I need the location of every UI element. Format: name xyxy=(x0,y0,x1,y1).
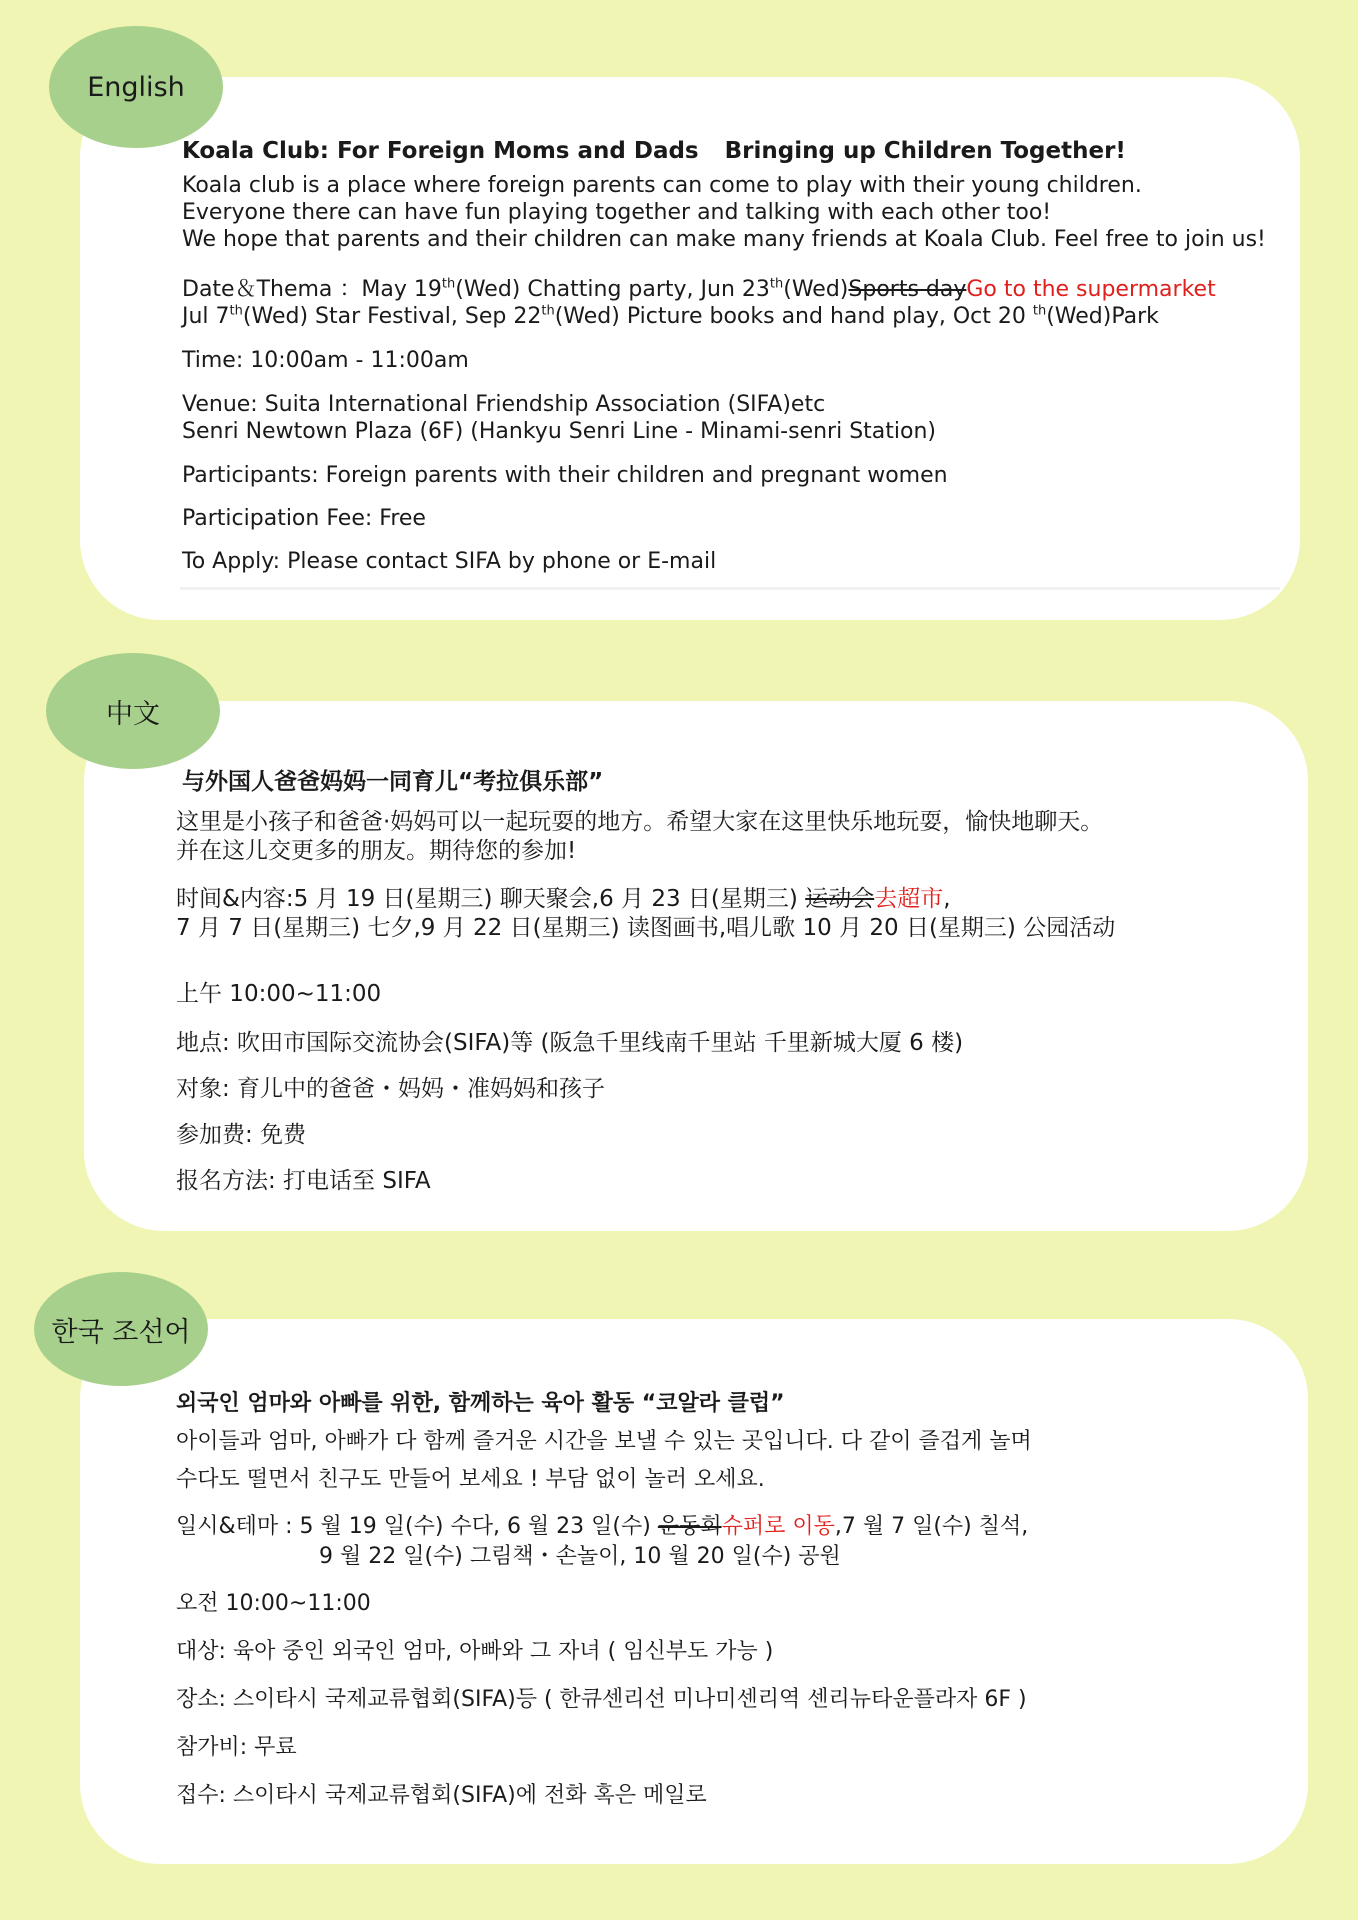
english-title xyxy=(182,138,1266,164)
korean-time: 오전 10:00~11:00 xyxy=(176,1591,371,1616)
english-language-tag: English xyxy=(49,26,223,148)
korean-cancelled-event: 운동회 xyxy=(657,1514,722,1539)
chinese-venue: 地点: 吹田市国际交流协会(SIFA)等 (阪急千里线南千里站 千里新城大厦 6 楼) xyxy=(176,1030,964,1056)
english-venue-1: Venue: Suita International Friendship Association (SIFA)etc xyxy=(182,392,826,417)
english-content xyxy=(182,138,1266,575)
english-date-line-2: Jul 7th(Wed) Star Festival, Sep 22th(Wed) Picture books and hand play, Oct 20 $^{th}$(Wed)Park xyxy=(182,303,1159,329)
english-participants: Participants: Foreign parents with their children and pregnant women xyxy=(182,463,948,488)
english-date-line-1: Date＆Thema ：May 19th(Wed) Chatting party, Jun 23th(Wed)Sports dayGo to the supermarket xyxy=(182,276,1216,302)
english-apply: To Apply: Please contact SIFA by phone or E-mail xyxy=(182,549,717,574)
chinese-intro-line-1: 这里是小孩子和爸爸·妈妈可以一起玩耍的地方。希望大家在这里快乐地玩耍，愉快地聊天。 xyxy=(176,809,1104,835)
chinese-time: 上午 10:00~11:00 xyxy=(176,981,382,1007)
chinese-language-tag: 中文 xyxy=(46,653,220,769)
english-intro-line-2: Everyone there can have fun playing together and talking with each other too! xyxy=(182,200,1052,225)
chinese-changed-event: 去超市 xyxy=(874,886,944,912)
chinese-intro-line-2: 并在这儿交更多的朋友。期待您的参加! xyxy=(176,838,577,864)
chinese-cancelled-event: 运动会 xyxy=(805,886,875,912)
english-changed-event: Go to the supermarket xyxy=(966,277,1216,302)
chinese-date-line-1: 时间&内容:5 月 19 日(星期三) 聊天聚会,6 月 23 日(星期三) 运动会去超市, xyxy=(176,886,951,912)
english-fee: Participation Fee: Free xyxy=(182,506,426,531)
korean-participants: 대상: 육아 중인 외국인 엄마, 아빠와 그 자녀 ( 임신부도 가능 ) xyxy=(176,1639,774,1664)
english-venue-2: Senri Newtown Plaza (6F) (Hankyu Senri Line - Minami-senri Station) xyxy=(182,419,937,444)
korean-content xyxy=(176,1386,1032,1809)
english-cancelled-event: Sports day xyxy=(848,277,967,302)
korean-intro-line-2: 수다도 떨면서 친구도 만들어 보세요 ! 부담 없이 놀러 오세요. xyxy=(176,1467,765,1492)
chinese-title: 与外国人爸爸妈妈一同育儿“考拉俱乐部” xyxy=(182,769,604,795)
english-divider xyxy=(180,587,1280,590)
korean-apply: 접수: 스이타시 국제교류협회(SIFA)에 전화 혹은 메일로 xyxy=(176,1783,707,1808)
korean-venue: 장소: 스이타시 국제교류협회(SIFA)등 ( 한큐센리선 미나미센리역 센리뉴타운플라자 6F ) xyxy=(176,1687,1027,1712)
english-title-part2: Bringing up Children Together! xyxy=(724,138,1126,164)
korean-date-line-2: 9 월 22 일(수) 그림책・손놀이, 10 월 20 일(수) 공원 xyxy=(319,1544,841,1569)
korean-fee: 참가비: 무료 xyxy=(176,1735,297,1760)
chinese-fee: 参加费: 免费 xyxy=(176,1122,307,1148)
korean-date-line-1: 일시&테마 : 5 월 19 일(수) 수다, 6 월 23 일(수) 운동회슈퍼로 이동,7 월 7 일(수) 칠석, xyxy=(176,1514,1029,1539)
korean-intro-line-1: 아이들과 엄마, 아빠가 다 함께 즐거운 시간을 보낼 수 있는 곳입니다. 다 같이 즐겁게 놀며 xyxy=(176,1429,1032,1454)
korean-language-tag: 한국 조선어 xyxy=(34,1272,208,1386)
korean-changed-event: 슈퍼로 이동 xyxy=(721,1514,835,1539)
chinese-participants: 对象: 育儿中的爸爸・妈妈・准妈妈和孩子 xyxy=(176,1076,606,1102)
chinese-content xyxy=(176,763,1115,1196)
english-intro-line-3: We hope that parents and their children can make many friends at Koala Club. Feel free to join us! xyxy=(182,227,1266,252)
english-time: Time: 10:00am - 11:00am xyxy=(182,348,469,373)
english-title-part1: Koala Club: For Foreign Moms and Dads xyxy=(182,138,699,164)
korean-title: 외국인 엄마와 아빠를 위한, 함께하는 육아 활동 “코알라 클럽” xyxy=(176,1391,785,1416)
chinese-apply: 报名方法: 打电话至 SIFA xyxy=(176,1168,431,1194)
chinese-date-line-2: 7 月 7 日(星期三) 七夕,9 月 22 日(星期三) 读图画书,唱儿歌 10 月 20 日(星期三) 公园活动 xyxy=(176,915,1116,941)
english-intro-line-1: Koala club is a place where foreign parents can come to play with their young children. xyxy=(182,173,1142,198)
